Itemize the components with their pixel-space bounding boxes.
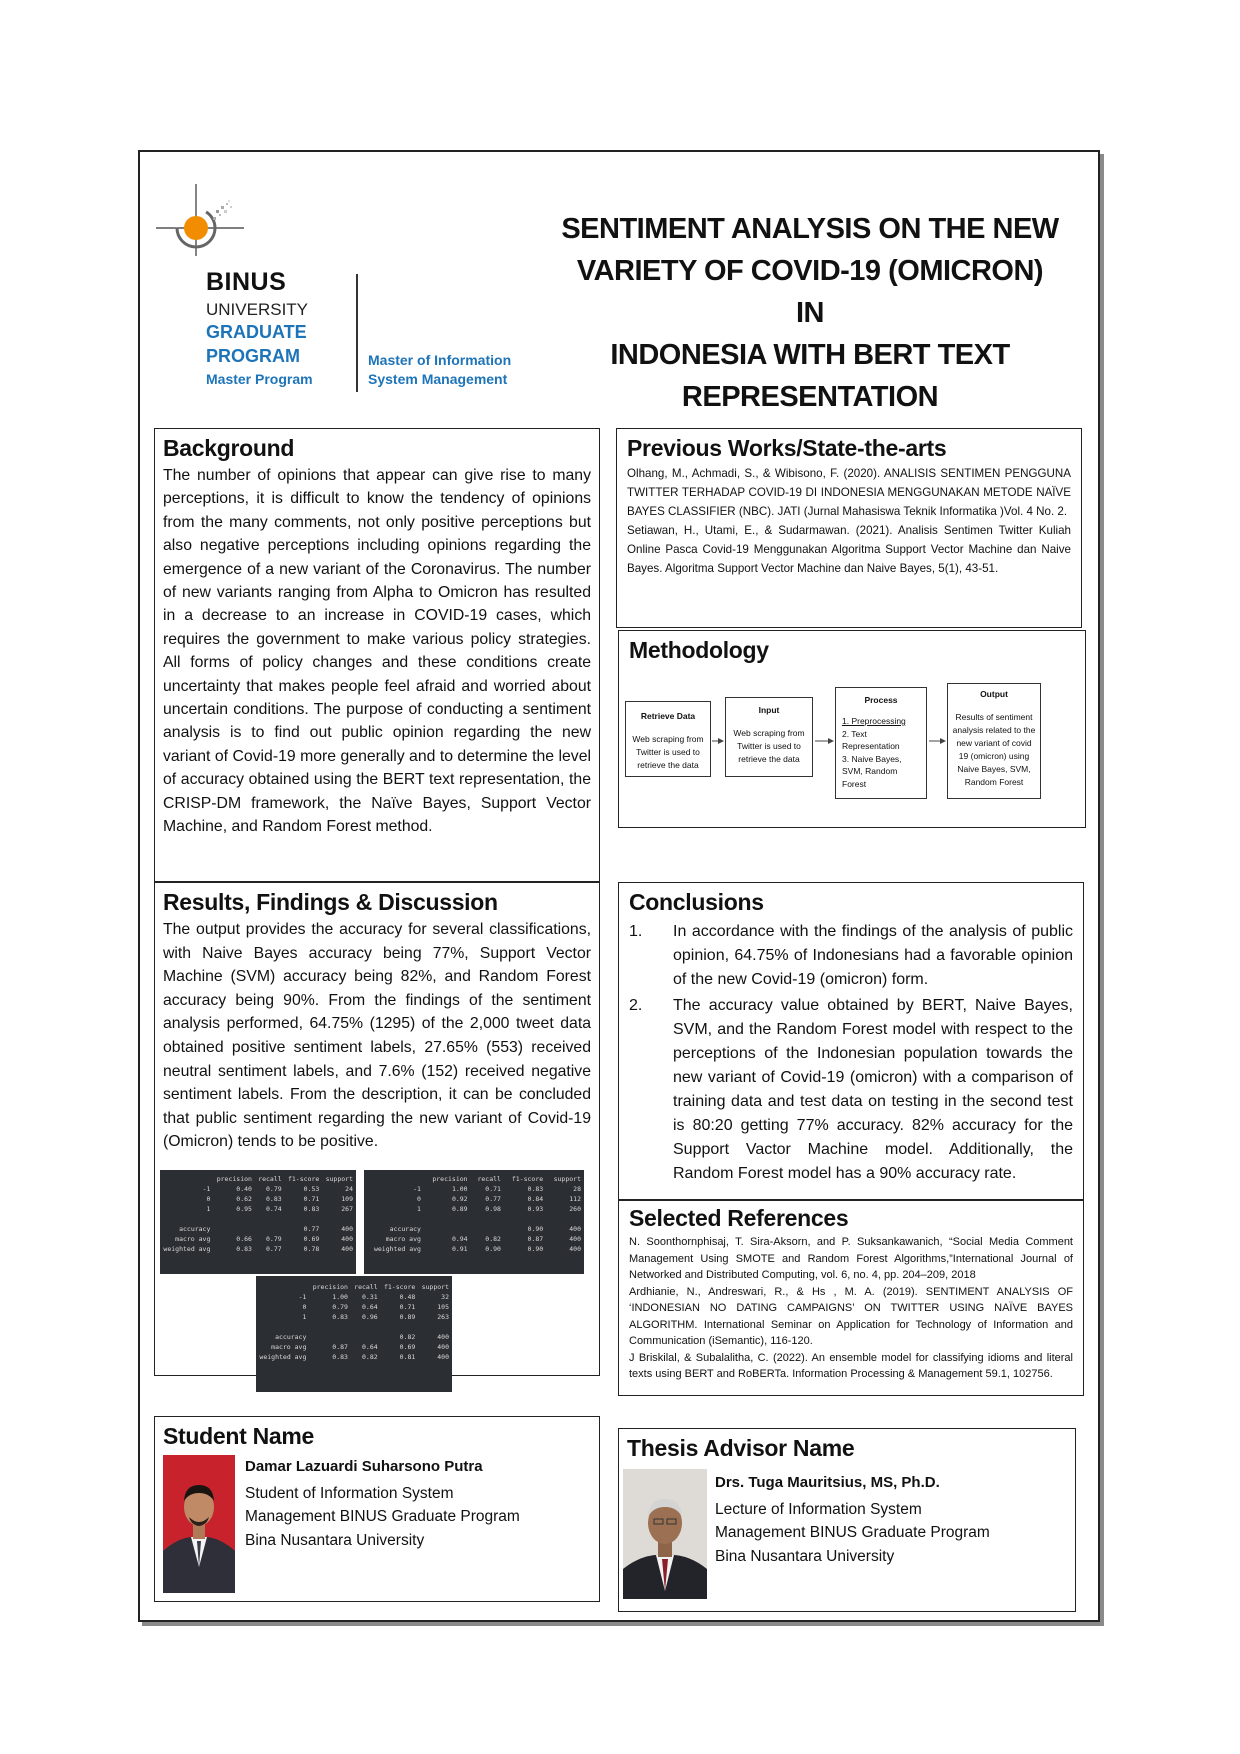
report-cell (504, 1214, 546, 1224)
conclusion-text: The accuracy value obtained by BERT, Naive Bayes, SVM, and the Random Forest model with respect to the perceptions of the Indonesian population towards the new variant of Covid-19 (omicron) with a comparison of training data and test data on testing in the second test is 80:20 getting 77% accuracy. 82% accuracy for the Support Vactor Machine model. Additionally, the Random Forest model has a 90% accuracy rate. (673, 997, 1073, 1182)
report-cell: 0.48 (399, 1293, 416, 1301)
report-cell: 0.79 (266, 1235, 282, 1243)
previous-works-heading: Previous Works/State-the-arts (627, 435, 947, 461)
flow-step-body: Web scraping from Twitter is used to retrieve the data (733, 728, 805, 764)
previous-works-section (616, 428, 1082, 628)
report-header-row (160, 1174, 356, 1184)
report-row (256, 1302, 452, 1312)
report-cell: 1 (417, 1205, 421, 1213)
report-row (256, 1322, 452, 1332)
flow-step-title: Output (980, 689, 1008, 699)
poster (138, 150, 1100, 1622)
report-cell: 0.89 (399, 1313, 416, 1321)
flow-process-item: 3. Naive Bayes, SVM, Random Forest (842, 753, 902, 789)
report-cell: -1 (202, 1185, 211, 1193)
report-cell: 400 (437, 1343, 449, 1351)
report-cell: 263 (437, 1313, 449, 1321)
report-cell: 0.83 (236, 1245, 252, 1253)
report-cell: 32 (441, 1293, 449, 1301)
title-line-3: INDONESIA WITH BERT TEXT (610, 339, 1010, 371)
flow-process-item: 2. Text Representation (842, 728, 900, 751)
logo-divider (356, 274, 358, 392)
report-cell (255, 1224, 285, 1234)
logo-university: UNIVERSITY (206, 300, 309, 319)
results-text: The output provides the accuracy for several classifications, with Naive Bayes accuracy being 77%, Support Vector Machine (SVM) accuracy being 82%, and Random Forest accuracy being 90%. From the findings of the sentiment analysis performed, 64.75% (1295) of the 2,000 tweet data obtained positive sentiment labels, 27.65% (553) received neutral sentiment labels, and 7.6% (152) received negative sentiment labels. From the description, it can be concluded that public sentiment regarding the new variant of Covid-19 (Omicron) tends to be positive. (163, 921, 591, 1151)
report-row (256, 1292, 452, 1302)
report-cell: 0.93 (527, 1205, 544, 1213)
background-heading: Background (163, 435, 295, 461)
flow-step-body: Web scraping from Twitter is used to retrieve the data (632, 734, 704, 770)
report-cell: 0.87 (332, 1343, 348, 1351)
flow-step-input (725, 697, 813, 777)
report-cell (424, 1214, 471, 1224)
report-cell: 28 (573, 1185, 581, 1193)
report-header-row (364, 1174, 584, 1184)
report-cell: precision (312, 1283, 348, 1291)
report-cell: 0.74 (266, 1205, 282, 1213)
report-cell (213, 1224, 255, 1234)
report-cell: support (553, 1175, 581, 1183)
report-cell: macro avg (175, 1235, 211, 1243)
report-cell: 0 (206, 1195, 211, 1203)
report-cell: 0 (417, 1195, 421, 1203)
report-cell: 400 (437, 1353, 449, 1361)
report-cell: 0.40 (236, 1185, 252, 1193)
report-cell: 0.79 (332, 1303, 348, 1311)
advisor-line: Management BINUS Graduate Program (715, 1524, 990, 1541)
previous-work-ref: Setiawan, H., Utami, E., & Sudarmawan. (2021). Analisis Sentimen Twitter Kuliah Online Pasca Covid-19 Menggunakan Algoritma Support Vector Machine dan Naive Bayes. Algoritma Support Vector Machine dan Naive Bayes, 5(1), 43-51. (627, 524, 1071, 575)
flow-step-title: Input (758, 705, 780, 715)
logo-binus: BINUS (206, 268, 287, 296)
logo-mis-line1: Master of Information (368, 352, 512, 368)
advisor-photo (623, 1469, 707, 1599)
report-cell: 0.82 (485, 1235, 501, 1243)
conclusion-number: 1. (629, 923, 643, 940)
classification-report-svm (256, 1276, 452, 1392)
report-cell (322, 1214, 356, 1224)
advisor-info (715, 1471, 990, 1568)
report-cell: 0.64 (362, 1343, 378, 1351)
classification-report-naive-bayes (160, 1170, 356, 1274)
logo-master-program: Master Program (206, 371, 313, 387)
conclusions-list (629, 920, 1073, 1186)
report-cell (309, 1322, 351, 1332)
logo-graduate: GRADUATE (206, 322, 307, 342)
previous-work-ref: Olhang, M., Achmadi, S., & Wibisono, F. (2020). ANALISIS SENTIMEN PENGGUNA TWITTER TERHADAP COVID-19 DI INDONESIA MENGGUNAKAN METODE NAÏVE BAYES CLASSIFIER (NBC). JATI (Jurnal Mahasiswa Teknik Informatika )Vol. 4 No. 2. (627, 467, 1071, 518)
report-cell: 0.90 (485, 1245, 501, 1253)
advisor-heading: Thesis Advisor Name (627, 1435, 855, 1461)
report-cell: f1-score (287, 1175, 320, 1183)
poster-title (560, 208, 1060, 418)
report-cell: 0.84 (527, 1195, 544, 1203)
report-cell: 0.71 (399, 1303, 416, 1311)
report-cell: 400 (341, 1235, 353, 1243)
student-line: Management BINUS Graduate Program (245, 1508, 520, 1525)
selected-references-heading: Selected References (629, 1205, 849, 1231)
report-cell: 0.87 (527, 1235, 544, 1243)
flow-step-body: Results of sentiment analysis related to the new variant of covid 19 (omicron) using Naive Bayes, SVM, Random Forest (952, 712, 1036, 787)
report-cell (256, 1282, 309, 1292)
report-row (256, 1342, 452, 1352)
report-row (364, 1234, 584, 1244)
report-cell: accuracy (179, 1225, 211, 1233)
flow-process-item: 1. Preprocessing (842, 716, 906, 726)
student-heading: Student Name (163, 1423, 315, 1449)
report-cell: 0.94 (451, 1235, 468, 1243)
report-cell: 109 (341, 1195, 353, 1203)
report-cell: 0.71 (303, 1195, 320, 1203)
report-cell: 0 (302, 1303, 307, 1311)
advisor-portrait-icon (623, 1469, 707, 1599)
title-line-4: REPRESENTATION (681, 381, 939, 413)
report-table (160, 1174, 356, 1254)
conclusion-text: In accordance with the findings of the analysis of public opinion, 64.75% of Indonesians had a favorable opinion of the new Covid-19 (omicron) form. (673, 923, 1073, 988)
report-cell (364, 1174, 424, 1184)
report-cell: 400 (569, 1225, 581, 1233)
report-cell: 0.31 (362, 1293, 378, 1301)
report-header-row (256, 1282, 452, 1292)
report-cell: 1 (302, 1313, 307, 1321)
report-cell: weighted avg (373, 1245, 421, 1253)
report-cell: 400 (569, 1235, 581, 1243)
report-cell: 0.78 (303, 1245, 320, 1253)
report-cell: -1 (298, 1293, 307, 1301)
report-cell: 0.77 (266, 1245, 282, 1253)
methodology-heading: Methodology (629, 637, 769, 663)
report-cell: 400 (437, 1333, 449, 1341)
conclusion-item (629, 994, 1073, 1186)
report-cell (351, 1332, 381, 1342)
report-cell: 0.98 (485, 1205, 501, 1213)
report-cell: 0.83 (266, 1195, 282, 1203)
advisor-section (618, 1428, 1076, 1612)
report-cell: 1.00 (451, 1185, 468, 1193)
report-cell: macro avg (385, 1235, 421, 1243)
flow-step-retrieve-data (625, 701, 711, 777)
report-table (364, 1174, 584, 1254)
student-line: Bina Nusantara University (245, 1531, 425, 1549)
results-heading: Results, Findings & Discussion (163, 889, 498, 915)
report-cell: accuracy (275, 1333, 307, 1341)
report-row (160, 1244, 356, 1254)
student-name: Damar Lazuardi Suharsono Putra (245, 1458, 483, 1475)
report-cell: 112 (569, 1195, 581, 1203)
previous-works-refs (627, 464, 1071, 578)
classification-report-random-forest (364, 1170, 584, 1274)
report-cell: 267 (341, 1205, 353, 1213)
logo-program: PROGRAM (206, 346, 300, 366)
report-row (160, 1224, 356, 1234)
report-cell: 0.53 (303, 1185, 320, 1193)
report-row (364, 1194, 584, 1204)
report-cell (546, 1214, 584, 1224)
report-cell (255, 1214, 285, 1224)
report-cell: weighted avg (163, 1245, 211, 1253)
title-line-1: SENTIMENT ANALYSIS ON THE NEW (561, 213, 1059, 245)
report-cell: 0.92 (451, 1195, 468, 1203)
report-cell: support (421, 1283, 449, 1291)
report-cell: 0.83 (332, 1353, 348, 1361)
report-cell: 0.79 (266, 1185, 282, 1193)
report-cell: f1-score (383, 1283, 416, 1291)
report-cell: 105 (437, 1303, 449, 1311)
report-cell (381, 1322, 419, 1332)
report-cell (418, 1322, 452, 1332)
report-cell: 400 (341, 1225, 353, 1233)
report-cell: 260 (569, 1205, 581, 1213)
conclusions-heading: Conclusions (629, 889, 764, 915)
report-cell (256, 1322, 309, 1332)
report-cell: 0.64 (362, 1303, 378, 1311)
background-section (154, 428, 600, 882)
report-cell: 0.90 (527, 1225, 544, 1233)
student-section (154, 1416, 600, 1602)
report-cell: 1.00 (332, 1293, 348, 1301)
report-cell: f1-score (511, 1175, 544, 1183)
student-info (245, 1455, 520, 1552)
flow-step-title: Process (864, 695, 898, 705)
report-cell: 1 (206, 1205, 211, 1213)
report-cell: 0.69 (303, 1235, 320, 1243)
binus-logo (156, 176, 516, 387)
report-row (364, 1214, 584, 1224)
report-cell: weighted avg (259, 1353, 307, 1361)
flow-step-items (836, 715, 926, 790)
report-cell: recall (354, 1283, 378, 1291)
report-row (160, 1214, 356, 1224)
advisor-name: Drs. Tuga Mauritsius, MS, Ph.D. (715, 1474, 940, 1491)
report-cell (309, 1332, 351, 1342)
report-row (160, 1204, 356, 1214)
report-cell: 0.95 (236, 1205, 252, 1213)
report-cell (471, 1224, 504, 1234)
report-cell: -1 (413, 1185, 421, 1193)
advisor-line: Bina Nusantara University (715, 1547, 895, 1565)
report-row (256, 1332, 452, 1342)
report-cell: 0.96 (362, 1313, 378, 1321)
report-cell: 0.66 (236, 1235, 252, 1243)
report-cell: 24 (345, 1185, 353, 1193)
methodology-section (618, 630, 1086, 828)
report-row (364, 1244, 584, 1254)
report-cell (160, 1174, 213, 1184)
report-row (160, 1184, 356, 1194)
binus-logo-icon (156, 176, 246, 256)
report-row (364, 1224, 584, 1234)
report-cell: 0.69 (399, 1343, 416, 1351)
report-cell: 0.77 (485, 1195, 501, 1203)
report-cell: 0.83 (332, 1313, 348, 1321)
conclusions-section (618, 882, 1084, 1200)
logo-mis-line2: System Management (368, 371, 508, 387)
report-cell (160, 1214, 213, 1224)
flow-step-process (835, 687, 927, 799)
report-cell: precision (432, 1175, 468, 1183)
report-cell (364, 1214, 424, 1224)
selected-references-section (618, 1200, 1084, 1396)
report-cell: recall (477, 1175, 501, 1183)
report-cell: 0.71 (485, 1185, 501, 1193)
advisor-line: Lecture of Information System (715, 1500, 922, 1518)
student-photo (163, 1455, 235, 1593)
report-cell (213, 1214, 255, 1224)
report-cell: support (325, 1175, 353, 1183)
report-cell: accuracy (389, 1225, 421, 1233)
title-line-2: VARIETY OF COVID-19 (OMICRON) IN (576, 255, 1044, 329)
report-row (364, 1204, 584, 1214)
report-row (256, 1352, 452, 1362)
report-cell: 0.89 (451, 1205, 468, 1213)
report-cell: 0.91 (451, 1245, 468, 1253)
report-row (364, 1184, 584, 1194)
report-cell: 0.83 (303, 1205, 320, 1213)
report-cell (424, 1224, 471, 1234)
student-line: Student of Information System (245, 1484, 454, 1502)
report-cell: 0.82 (399, 1333, 416, 1341)
report-cell: 400 (341, 1245, 353, 1253)
report-cell (471, 1214, 504, 1224)
selected-reference: N. Soonthornphisaj, T. Sira-Aksorn, and P. Suksankawanich, “Social Media Comment Management Using SMOTE and Random Forest Algorithms,”International Journal of Networked and Distributed Computing, vol. 6, no. 4, pp. 204–209, 2018 (629, 1236, 1073, 1281)
background-text: The number of opinions that appear can give rise to many perceptions, it is difficult to know the tendency of opinions from the many comments, not only positive perceptions but also negative perceptions including opinions regarding the emergence of a new variant of the Coronavirus. The number of new variants ranging from Alpha to Omicron has resulted in a decrease to an increase in COVID-19 cases, which requires the government to make various policy strategies. All forms of policy changes and these conditions create uncertainty that makes people feel afraid and worried about uncertain conditions. The purpose of conducting a sentiment analysis is to find out public opinion regarding the new variant of Covid-19 more generally and to determine the level of accuracy obtained using the BERT text representation, the CRISP-DM framework, the Naïve Bayes, Support Vector Machine, and Random Forest method. (163, 467, 591, 836)
report-cell: macro avg (271, 1343, 307, 1351)
flow-step-title: Retrieve Data (640, 711, 696, 721)
report-cell: 0.77 (303, 1225, 320, 1233)
report-table (256, 1282, 452, 1362)
flow-step-output (947, 683, 1041, 799)
conclusion-number: 2. (629, 997, 643, 1014)
report-cell: 0.81 (399, 1353, 416, 1361)
selected-reference: J Briskilal, & Subalalitha, C. (2022). An ensemble model for classifying idioms and literal texts using BERT and RoBERTa. Information Processing & Management 59.1, 102756. (629, 1351, 1073, 1380)
selected-references-list (629, 1234, 1073, 1383)
student-portrait-icon (163, 1455, 235, 1593)
report-cell: 400 (569, 1245, 581, 1253)
report-cell: 0.82 (362, 1353, 378, 1361)
report-row (256, 1312, 452, 1322)
selected-reference: Ardhianie, N., Andreswari, R., & Hs , M. A. (2019). SENTIMENT ANALYSIS OF ‘INDONESIAN NO DATING CAMPAIGNS’ ON TWITTER USING NAÏVE BAYES ALGORITHM. International Seminar on Application for Technology of Information and Communication (iSemantic), 116-120. (629, 1285, 1073, 1347)
report-cell (285, 1214, 323, 1224)
report-row (160, 1194, 356, 1204)
report-cell (351, 1322, 381, 1332)
report-cell: 0.83 (527, 1185, 544, 1193)
report-cell: 0.90 (527, 1245, 544, 1253)
report-row (160, 1234, 356, 1244)
report-cell: 0.62 (236, 1195, 252, 1203)
report-cell: recall (258, 1175, 282, 1183)
conclusion-item (629, 920, 1073, 992)
report-cell: precision (216, 1175, 252, 1183)
